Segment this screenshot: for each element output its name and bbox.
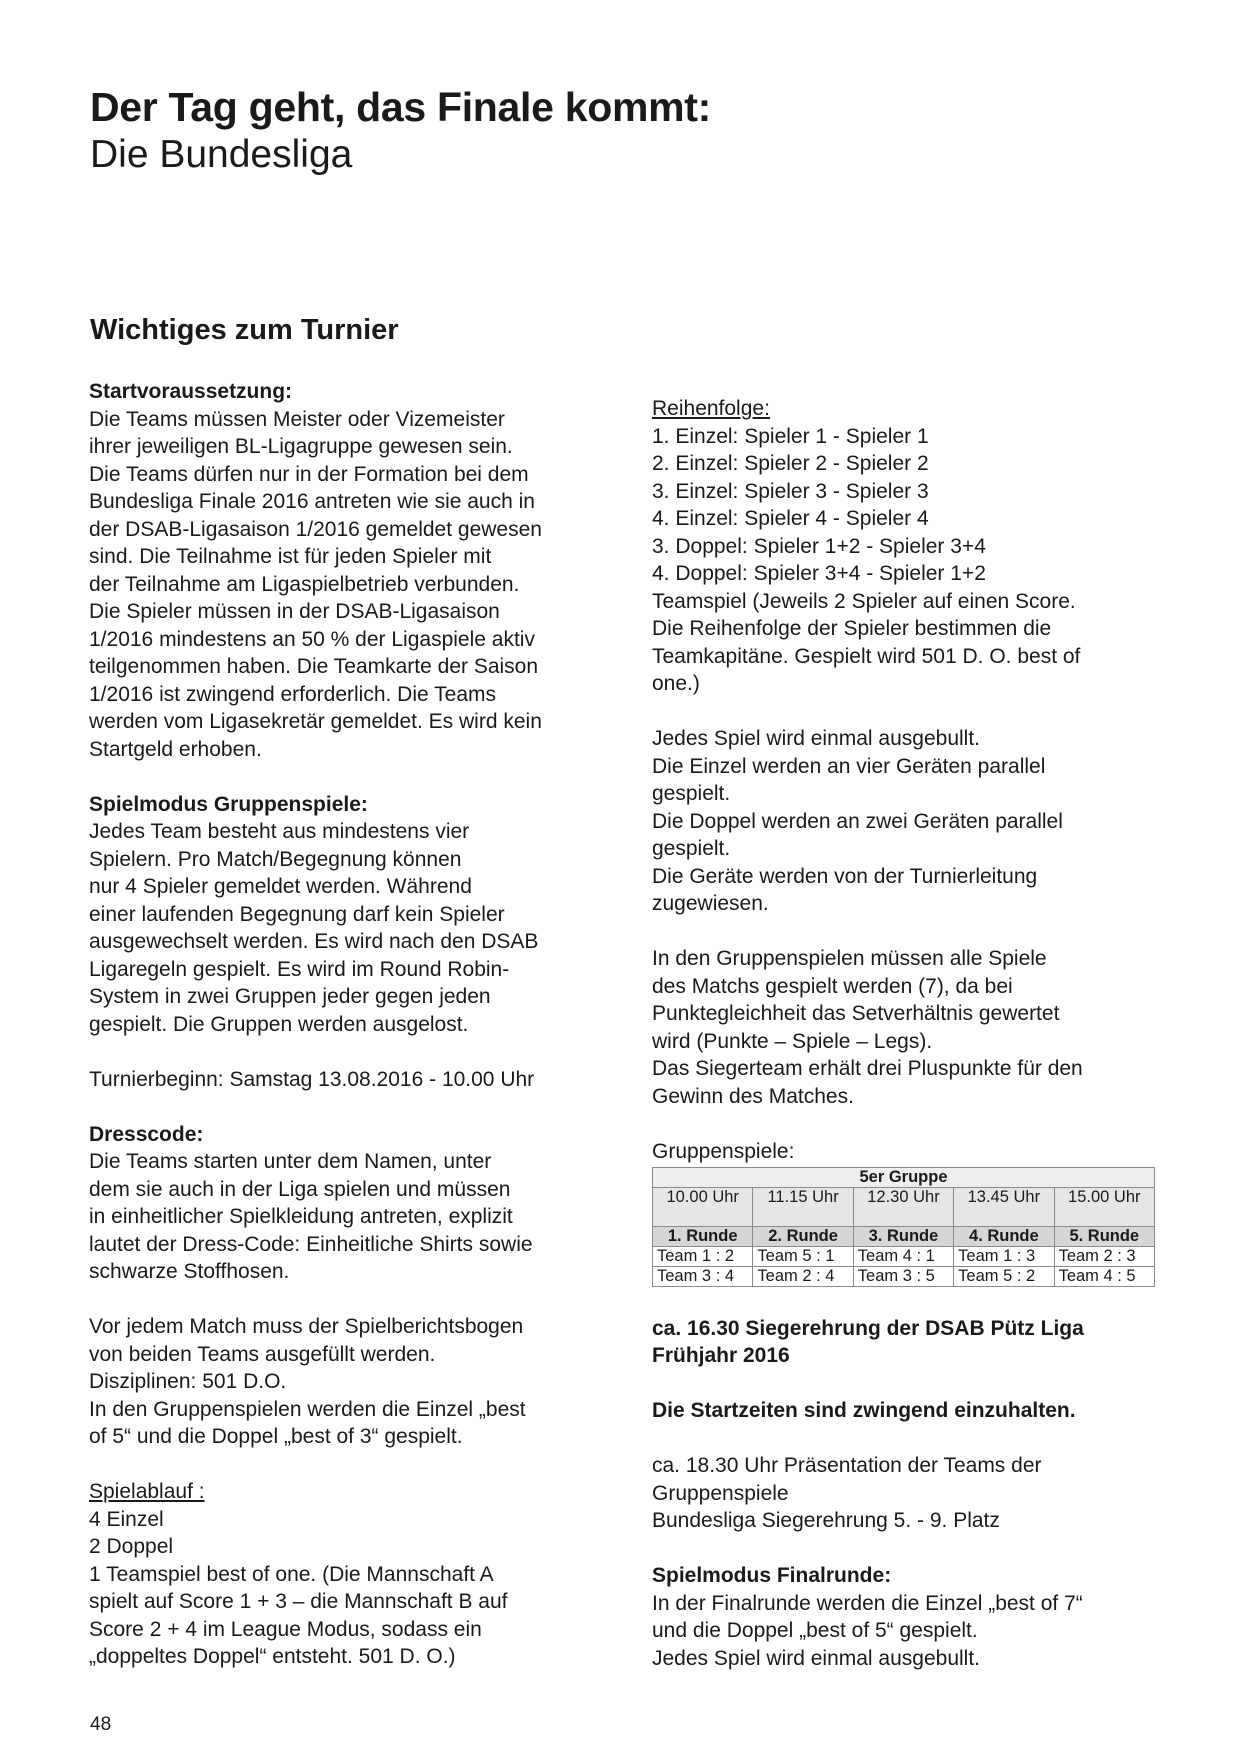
text-line: Teamspiel (Jeweils 2 Spieler auf einen Score. (652, 589, 1076, 613)
text-line: in einheitlicher Spielkleidung antreten, explizit (89, 1205, 513, 1228)
match-cell: Team 3 : 4 (653, 1267, 753, 1287)
spielmodus-final-block (652, 1562, 1172, 1672)
text-line: und die Doppel „best of 5“ gespielt. (652, 1619, 978, 1642)
match-cell: Team 5 : 1 (753, 1247, 853, 1267)
time-cell: 11.15 Uhr (753, 1188, 853, 1227)
turnierbeginn-text: Turnierbeginn: Samstag 13.08.2016 - 10.00 Uhr (89, 1067, 535, 1091)
text-line: Score 2 + 4 im League Modus, sodass ein (89, 1617, 482, 1641)
text-line: Die Teams starten unter dem Namen, unter (89, 1150, 492, 1173)
text-line: 2. Einzel: Spieler 2 - Spieler 2 (652, 452, 929, 475)
time-cell: 10.00 Uhr (653, 1188, 753, 1227)
time-row (653, 1188, 1155, 1227)
page-number: 48 (90, 1714, 112, 1735)
text-line: System in zwei Gruppen jeder gegen jeden (89, 985, 491, 1008)
text-line: 2 Doppel (89, 1535, 174, 1558)
siegerehrung-block (652, 1315, 1172, 1370)
gruppenspiele-label: Gruppenspiele: (652, 1139, 795, 1163)
text-line: In den Gruppenspielen werden die Einzel „best (89, 1397, 526, 1421)
table-row (653, 1267, 1155, 1287)
text-line: Die Spieler müssen in der DSAB-Ligasaison (89, 600, 500, 623)
text-line: der Teilnahme am Ligaspielbetrieb verbunden. (89, 572, 520, 596)
dresscode-block (89, 1121, 609, 1286)
text-line: gespielt. (652, 837, 731, 860)
text-line: Startgeld erhoben. (89, 737, 262, 761)
text-line: Gewinn des Matches. (652, 1084, 854, 1108)
round-cell: 1. Runde (653, 1227, 753, 1247)
text-line: einer laufenden Begegnung darf kein Spieler (89, 902, 505, 926)
page-subtitle: Die Bundesliga (90, 133, 353, 176)
group-header-cell: 5er Gruppe (653, 1168, 1155, 1188)
startzeiten-block (652, 1397, 1172, 1425)
round-cell: 4. Runde (954, 1227, 1054, 1247)
text-line: of 5“ und die Doppel „best of 3“ gespielt. (89, 1425, 463, 1448)
dresscode-heading: Dresscode: (89, 1122, 204, 1146)
text-line: Punktegleichheit das Setverhältnis gewertet (652, 1002, 1060, 1025)
spielablauf-heading: Spielablauf : (89, 1480, 205, 1503)
siegerehrung-line: ca. 16.30 Siegerehrung der DSAB Pütz Liga (652, 1316, 1084, 1340)
text-line: wird (Punkte – Spiele – Legs). (652, 1029, 933, 1053)
text-line: der DSAB-Ligasaison 1/2016 gemeldet gewesen (89, 517, 542, 541)
time-cell: 15.00 Uhr (1054, 1188, 1154, 1227)
section-title: Wichtiges zum Turnier (90, 314, 399, 346)
text-line: Jedes Team besteht aus mindestens vier (89, 820, 470, 843)
text-line: werden vom Ligasekretär gemeldet. Es wird kein (89, 710, 542, 733)
match-cell: Team 1 : 2 (653, 1247, 753, 1267)
time-cell: 13.45 Uhr (954, 1188, 1054, 1227)
text-line: nur 4 Spieler gemeldet werden. Während (89, 875, 472, 898)
text-line: von beiden Teams ausgefüllt werden. (89, 1342, 436, 1366)
spielmodus-final-heading: Spielmodus Finalrunde: (652, 1564, 892, 1587)
spielbericht-block (89, 1313, 609, 1451)
ausbullen-block (652, 725, 1172, 918)
text-line: 1. Einzel: Spieler 1 - Spieler 1 (652, 424, 929, 448)
text-line: ca. 18.30 Uhr Präsentation der Teams der (652, 1454, 1042, 1477)
text-line: 4 Einzel (89, 1507, 164, 1531)
text-line: Die Geräte werden von der Turnierleitung (652, 864, 1038, 888)
match-cell: Team 4 : 5 (1054, 1267, 1154, 1287)
text-line: one.) (652, 672, 700, 695)
text-line: Die Doppel werden an zwei Geräten parallel (652, 809, 1063, 833)
text-line: gespielt. Die Gruppen werden ausgelost. (89, 1012, 469, 1036)
left-column (89, 378, 609, 1671)
text-line: In den Gruppenspielen müssen alle Spiele (652, 947, 1047, 970)
text-line: 3. Doppel: Spieler 1+2 - Spieler 3+4 (652, 534, 986, 558)
text-line: Bundesliga Siegerehrung 5. - 9. Platz (652, 1509, 1000, 1532)
match-cell: Team 1 : 3 (954, 1247, 1054, 1267)
text-line: Das Siegerteam erhält drei Pluspunkte für den (652, 1057, 1083, 1080)
text-line: spielt auf Score 1 + 3 – die Mannschaft B auf (89, 1590, 508, 1613)
startvoraussetzung-heading: Startvoraussetzung: (89, 380, 293, 403)
gruppenspiele-block (652, 1138, 1172, 1288)
text-line: lautet der Dress-Code: Einheitliche Shirts sowie (89, 1232, 533, 1256)
text-line: Gruppenspiele (652, 1481, 789, 1505)
table-row (653, 1247, 1155, 1267)
text-line: Die Reihenfolge der Spieler bestimmen die (652, 617, 1052, 640)
time-cell: 12.30 Uhr (853, 1188, 953, 1227)
text-line: In der Finalrunde werden die Einzel „best of 7“ (652, 1591, 1083, 1615)
startvoraussetzung-block (89, 378, 609, 763)
match-cell: Team 2 : 4 (753, 1267, 853, 1287)
match-cell: Team 4 : 1 (853, 1247, 953, 1267)
round-cell: 2. Runde (753, 1227, 853, 1247)
text-line: des Matchs gespielt werden (7), da bei (652, 974, 1013, 998)
text-line: Vor jedem Match muss der Spielberichtsbogen (89, 1315, 524, 1338)
text-line: 4. Doppel: Spieler 3+4 - Spieler 1+2 (652, 562, 986, 585)
text-line: ihrer jeweiligen BL-Ligagruppe gewesen sein. (89, 435, 513, 458)
text-line: ausgewechselt werden. Es wird nach den DSAB (89, 930, 539, 953)
startzeiten-notice: Die Startzeiten sind zwingend einzuhalten. (652, 1399, 1076, 1422)
spielmodus-gruppen-block (89, 791, 609, 1039)
group-schedule-table (652, 1167, 1155, 1287)
right-column (652, 395, 1172, 1672)
spielmodus-gruppen-heading: Spielmodus Gruppenspiele: (89, 792, 368, 816)
text-line: Ligaregeln gespielt. Es wird im Round Robin- (89, 957, 510, 981)
text-line: gespielt. (652, 782, 731, 805)
round-cell: 3. Runde (853, 1227, 953, 1247)
match-cell: Team 2 : 3 (1054, 1247, 1154, 1267)
table-header-row (653, 1168, 1155, 1188)
round-row (653, 1227, 1155, 1247)
text-line: 3. Einzel: Spieler 3 - Spieler 3 (652, 479, 929, 503)
spielablauf-block (89, 1478, 609, 1671)
text-line: Jedes Spiel wird einmal ausgebullt. (652, 1646, 981, 1670)
page-title: Der Tag geht, das Finale kommt: (90, 84, 711, 130)
text-line: Teamkapitäne. Gespielt wird 501 D. O. best of (652, 644, 1081, 668)
text-line: 1/2016 mindestens an 50 % der Ligaspiele aktiv (89, 627, 535, 651)
text-line: 1 Teamspiel best of one. (Die Mannschaft A (89, 1562, 494, 1586)
text-line: Die Einzel werden an vier Geräten parallel (652, 754, 1046, 778)
text-line: sind. Die Teilnahme ist für jeden Spieler mit (89, 545, 492, 568)
text-line: Die Teams dürfen nur in der Formation bei dem (89, 462, 529, 486)
turnierbeginn-block (89, 1066, 609, 1094)
text-line: teilgenommen haben. Die Teamkarte der Saison (89, 655, 539, 678)
praesentation-block (652, 1452, 1172, 1535)
text-line: Die Teams müssen Meister oder Vizemeister (89, 407, 505, 431)
siegerehrung-line: Frühjahr 2016 (652, 1344, 790, 1367)
gruppenwertung-block (652, 945, 1172, 1110)
text-line: schwarze Stoffhosen. (89, 1260, 290, 1283)
round-cell: 5. Runde (1054, 1227, 1154, 1247)
text-line: Bundesliga Finale 2016 antreten wie sie auch in (89, 490, 535, 513)
match-cell: Team 3 : 5 (853, 1267, 953, 1287)
reihenfolge-heading: Reihenfolge: (652, 397, 770, 420)
text-line: Jedes Spiel wird einmal ausgebullt. (652, 727, 981, 750)
text-line: Spielern. Pro Match/Begegnung können (89, 847, 462, 871)
reihenfolge-block (652, 395, 1172, 698)
text-line: 4. Einzel: Spieler 4 - Spieler 4 (652, 507, 929, 530)
text-line: Disziplinen: 501 D.O. (89, 1370, 287, 1393)
match-cell: Team 5 : 2 (954, 1267, 1054, 1287)
text-line: zugewiesen. (652, 892, 769, 915)
text-line: 1/2016 ist zwingend erforderlich. Die Teams (89, 682, 496, 706)
text-line: „doppeltes Doppel“ entsteht. 501 D. O.) (89, 1645, 456, 1668)
text-line: dem sie auch in der Liga spielen und müssen (89, 1177, 511, 1201)
